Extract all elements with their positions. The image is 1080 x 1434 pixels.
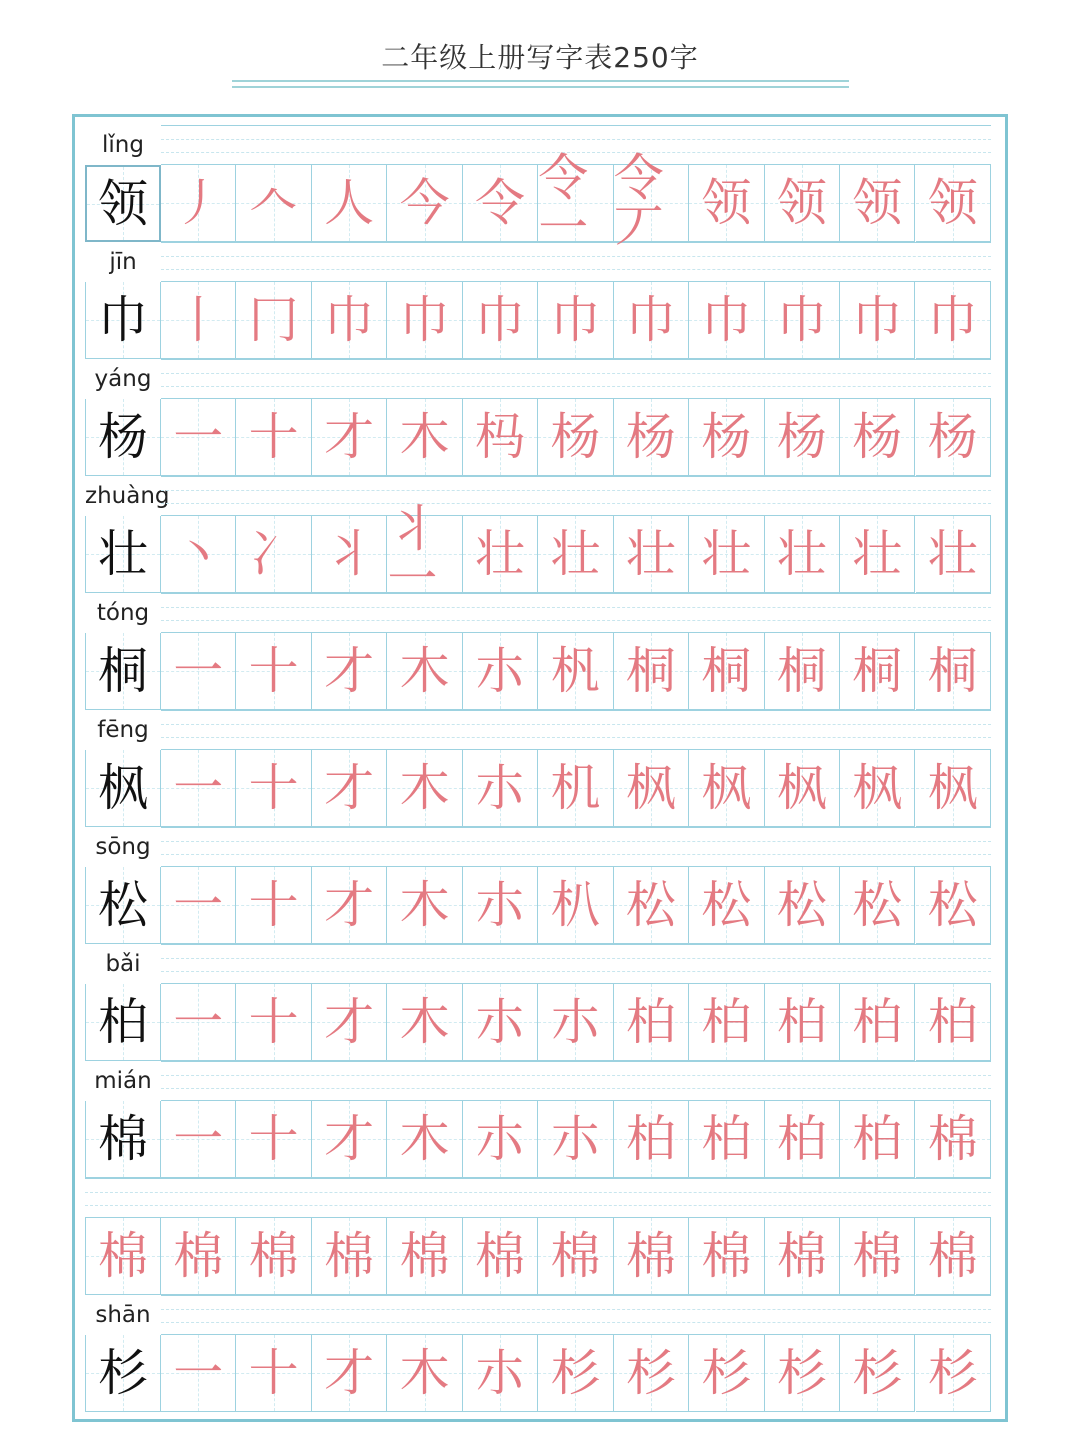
stroke-step-character: 丿 (173, 174, 224, 232)
stroke-order-cell (236, 984, 311, 1061)
stroke-step-character: 棉 (399, 1227, 450, 1285)
stroke-order-cell (840, 750, 915, 827)
stroke-order-cell (689, 984, 764, 1061)
stroke-step-character: 朩 (550, 993, 601, 1051)
stroke-order-cell (916, 1335, 991, 1412)
stroke-step-character: 杉 (625, 1344, 676, 1402)
stroke-order-cell (689, 1335, 764, 1412)
stroke-order-cell (538, 399, 613, 476)
stroke-order-cell (312, 1101, 387, 1178)
stroke-order-cell (840, 282, 915, 359)
stroke-order-cell (387, 165, 462, 242)
stroke-order-cell (387, 867, 462, 944)
stroke-order-cell (916, 633, 991, 710)
stroke-step-character: 巾 (776, 291, 827, 349)
stroke-step-character: 杨 (625, 408, 676, 466)
stroke-step-character: 桐 (776, 642, 827, 700)
stroke-step-character: 枫 (927, 759, 978, 817)
stroke-step-character: 壮 (475, 525, 526, 583)
stroke-order-cell (840, 1218, 915, 1295)
stroke-order-cell (161, 282, 236, 359)
stroke-step-character: 巾 (701, 291, 752, 349)
stroke-order-cell (614, 750, 689, 827)
stroke-order-cell (463, 750, 538, 827)
stroke-step-character: 杉 (550, 1344, 601, 1402)
stroke-step-character: 十 (248, 993, 299, 1051)
stroke-step-character: 今 (399, 174, 450, 232)
stroke-order-cell (463, 1101, 538, 1178)
character-row (85, 359, 991, 476)
stroke-step-character: 才 (324, 642, 375, 700)
stroke-step-character: 柏 (927, 993, 978, 1051)
model-character-cell (85, 633, 161, 710)
stroke-order-cell (387, 984, 462, 1061)
stroke-order-cell (236, 165, 311, 242)
stroke-step-character: 机 (550, 759, 601, 817)
stroke-step-character: 松 (852, 876, 903, 934)
stroke-step-character: 桐 (852, 642, 903, 700)
stroke-step-character: 朳 (550, 876, 601, 934)
stroke-order-cell (840, 1101, 915, 1178)
stroke-order-cell (161, 750, 236, 827)
stroke-order-cell (689, 867, 764, 944)
stroke-step-character: 丶 (173, 525, 224, 583)
stroke-step-character: 壮 (776, 525, 827, 583)
stroke-step-character: 杩 (475, 408, 526, 466)
stroke-order-cell (236, 633, 311, 710)
stroke-order-cell (236, 516, 311, 593)
stroke-order-cell (538, 516, 613, 593)
stroke-step-character: 才 (324, 1110, 375, 1168)
stroke-step-character: 才 (324, 1344, 375, 1402)
stroke-order-cell (161, 1218, 236, 1295)
model-character: 棉 (98, 1227, 148, 1285)
stroke-order-cell (614, 1335, 689, 1412)
stroke-step-character: 棉 (625, 1227, 676, 1285)
stroke-order-cell (765, 516, 840, 593)
stroke-step-character: 才 (324, 408, 375, 466)
stroke-order-cell (840, 984, 915, 1061)
stroke-order-cell (765, 282, 840, 359)
character-row (85, 125, 991, 257)
stroke-step-character: 杨 (927, 408, 978, 466)
stroke-order-cell (538, 1218, 613, 1295)
stroke-step-character: 木 (399, 1110, 450, 1168)
character-row (85, 1178, 991, 1295)
page-title: 二年级上册写字表250字 (381, 41, 699, 74)
model-character: 柏 (98, 993, 148, 1051)
stroke-order-cell (916, 984, 991, 1061)
model-character-cell (85, 165, 161, 242)
stroke-order-cell (538, 750, 613, 827)
stroke-step-character: 领 (776, 174, 827, 232)
stroke-order-cell (387, 750, 462, 827)
stroke-order-cell (765, 750, 840, 827)
stroke-step-character: 杋 (550, 642, 601, 700)
character-row (85, 476, 991, 608)
stroke-step-character: 木 (399, 876, 450, 934)
stroke-order-cell (387, 1101, 462, 1178)
title-underline (232, 80, 849, 82)
pinyin-label: bǎi (105, 951, 141, 977)
stroke-order-cell (538, 1335, 613, 1412)
stroke-order-cell (463, 399, 538, 476)
pinyin-label: mián (94, 1068, 152, 1094)
stroke-order-cell (916, 282, 991, 359)
stroke-step-character: 才 (324, 993, 375, 1051)
model-character: 杨 (98, 408, 148, 466)
stroke-step-character: 朩 (475, 993, 526, 1051)
pinyin-label: sōng (95, 834, 151, 860)
stroke-step-character: 柏 (776, 1110, 827, 1168)
stroke-step-character: 才 (324, 759, 375, 817)
writing-grid-sheet (72, 114, 1008, 1422)
model-character: 桐 (98, 642, 148, 700)
stroke-order-cell (387, 500, 462, 608)
stroke-step-character: 令丆 (613, 149, 664, 257)
stroke-order-cell (387, 1218, 462, 1295)
stroke-order-cell (463, 1335, 538, 1412)
stroke-step-character: 十 (248, 408, 299, 466)
model-character: 巾 (98, 291, 148, 349)
stroke-order-cell (840, 165, 915, 242)
stroke-step-character: 棉 (475, 1227, 526, 1285)
character-row (85, 1061, 991, 1178)
stroke-order-cell (236, 282, 311, 359)
stroke-step-character: 巾 (927, 291, 978, 349)
stroke-order-cell (387, 399, 462, 476)
stroke-order-cell (765, 867, 840, 944)
stroke-order-cell (312, 867, 387, 944)
model-character-cell (85, 867, 161, 944)
stroke-order-cell (613, 149, 689, 257)
stroke-step-character: 杨 (550, 408, 601, 466)
stroke-step-character: 杨 (852, 408, 903, 466)
stroke-step-character: 巾 (852, 291, 903, 349)
stroke-order-cell (161, 399, 236, 476)
stroke-step-character: 一 (173, 759, 224, 817)
stroke-order-cell (689, 1218, 764, 1295)
stroke-order-cell (614, 867, 689, 944)
stroke-order-cell (312, 399, 387, 476)
character-row (85, 242, 991, 359)
stroke-step-character: 巾 (550, 291, 601, 349)
stroke-step-character: 令 (475, 174, 526, 232)
stroke-order-cell (916, 165, 991, 242)
stroke-step-character: 柏 (701, 993, 752, 1051)
model-character: 棉 (98, 1110, 148, 1168)
stroke-step-character: 十 (248, 1110, 299, 1168)
stroke-step-character: 令一 (538, 149, 589, 257)
stroke-step-character: 十 (248, 1344, 299, 1402)
stroke-step-character: 松 (701, 876, 752, 934)
pinyin-label: tóng (96, 600, 150, 626)
character-row (85, 710, 991, 827)
stroke-step-character: 十 (248, 876, 299, 934)
stroke-step-character: 领 (927, 174, 978, 232)
stroke-step-character: 棉 (550, 1227, 601, 1285)
stroke-step-character: 巾 (324, 291, 375, 349)
stroke-order-cell (916, 867, 991, 944)
stroke-order-cell (312, 165, 387, 242)
character-row (85, 593, 991, 710)
stroke-step-character: 枫 (701, 759, 752, 817)
stroke-step-character: 木 (399, 759, 450, 817)
stroke-step-character: 柏 (852, 993, 903, 1051)
stroke-order-cell (312, 282, 387, 359)
model-character: 壮 (98, 525, 148, 583)
stroke-step-character: 𠆢 (248, 174, 299, 232)
pinyin-label: jīn (109, 249, 137, 275)
model-character-cell (85, 1101, 161, 1178)
stroke-order-cell (916, 516, 991, 593)
stroke-order-cell (614, 516, 689, 593)
pinyin-label: shān (95, 1302, 151, 1328)
stroke-step-character: 木 (399, 1344, 450, 1402)
stroke-step-character: 松 (927, 876, 978, 934)
pinyin-writing-lines (161, 359, 991, 399)
stroke-order-cell (689, 516, 764, 593)
character-row (85, 1295, 991, 1412)
stroke-order-cell (614, 1101, 689, 1178)
stroke-order-cell (765, 1218, 840, 1295)
stroke-order-cell (463, 633, 538, 710)
pinyin-writing-lines (85, 1178, 991, 1218)
stroke-order-cell (463, 1218, 538, 1295)
stroke-step-character: 壮 (701, 525, 752, 583)
stroke-step-character: 领 (701, 174, 752, 232)
stroke-order-cell (236, 1101, 311, 1178)
model-character-cell (85, 282, 161, 359)
stroke-order-cell (614, 282, 689, 359)
stroke-step-character: 柏 (776, 993, 827, 1051)
stroke-order-cell (463, 282, 538, 359)
model-character-cell (85, 984, 161, 1061)
stroke-order-cell (840, 633, 915, 710)
stroke-step-character: 领 (852, 174, 903, 232)
stroke-order-cell (765, 399, 840, 476)
stroke-order-cell (312, 750, 387, 827)
stroke-step-character: 柏 (701, 1110, 752, 1168)
stroke-order-cell (840, 516, 915, 593)
stroke-step-character: 十 (248, 759, 299, 817)
stroke-order-cell (538, 633, 613, 710)
stroke-order-cell (236, 750, 311, 827)
pinyin-label: zhuàng (85, 483, 170, 509)
stroke-step-character: 松 (776, 876, 827, 934)
stroke-step-character: 松 (625, 876, 676, 934)
stroke-order-cell (765, 633, 840, 710)
model-character: 杉 (98, 1344, 148, 1402)
stroke-step-character: 人 (324, 174, 375, 232)
pinyin-writing-lines (161, 1061, 991, 1101)
pinyin-writing-lines (161, 710, 991, 750)
stroke-order-cell (765, 165, 840, 242)
stroke-order-cell (689, 1101, 764, 1178)
stroke-step-character: 一 (173, 1110, 224, 1168)
stroke-step-character: 杉 (852, 1344, 903, 1402)
stroke-order-cell (614, 984, 689, 1061)
stroke-order-cell (387, 633, 462, 710)
stroke-step-character: 一 (173, 408, 224, 466)
stroke-order-cell (765, 1335, 840, 1412)
stroke-order-cell (689, 165, 764, 242)
model-character: 领 (98, 174, 148, 233)
stroke-order-cell (312, 984, 387, 1061)
stroke-step-character: 棉 (927, 1110, 978, 1168)
pinyin-writing-lines (161, 593, 991, 633)
pinyin-label: yáng (94, 366, 152, 392)
stroke-order-cell (614, 633, 689, 710)
pinyin-writing-lines (161, 827, 991, 867)
stroke-step-character: 朩 (475, 876, 526, 934)
stroke-step-character: 朩 (550, 1110, 601, 1168)
stroke-step-character: 壮 (625, 525, 676, 583)
stroke-order-cell (161, 867, 236, 944)
stroke-order-cell (614, 399, 689, 476)
stroke-step-character: 棉 (324, 1227, 375, 1285)
stroke-step-character: 朩 (475, 1110, 526, 1168)
stroke-step-character: 一 (173, 1344, 224, 1402)
stroke-order-cell (689, 750, 764, 827)
stroke-order-cell (236, 399, 311, 476)
stroke-order-cell (689, 282, 764, 359)
stroke-step-character: 木 (399, 408, 450, 466)
stroke-order-cell (765, 984, 840, 1061)
stroke-order-cell (463, 516, 538, 593)
stroke-step-character: 一 (173, 642, 224, 700)
model-character-cell (85, 516, 161, 593)
pinyin-label: lǐng (102, 132, 144, 158)
stroke-step-character: 丨 (173, 291, 224, 349)
stroke-order-cell (161, 516, 236, 593)
stroke-step-character: 桐 (625, 642, 676, 700)
model-character-cell (85, 1335, 161, 1412)
stroke-step-character: 朩 (475, 1344, 526, 1402)
model-character: 松 (98, 876, 148, 934)
stroke-order-cell (161, 1101, 236, 1178)
stroke-order-cell (463, 984, 538, 1061)
stroke-step-character: 巾 (475, 291, 526, 349)
stroke-order-cell (538, 149, 613, 257)
stroke-step-character: 木 (399, 642, 450, 700)
stroke-step-character: 杨 (776, 408, 827, 466)
stroke-order-cell (538, 1101, 613, 1178)
stroke-order-cell (840, 399, 915, 476)
stroke-order-cell (312, 1335, 387, 1412)
stroke-step-character: 丬 (324, 525, 375, 583)
stroke-step-character: 桐 (927, 642, 978, 700)
stroke-step-character: 壮 (550, 525, 601, 583)
stroke-step-character: 十 (248, 642, 299, 700)
stroke-order-cell (840, 1335, 915, 1412)
character-row (85, 827, 991, 944)
stroke-order-cell (387, 282, 462, 359)
model-character-cell (85, 1218, 161, 1295)
stroke-step-character: 棉 (852, 1227, 903, 1285)
stroke-step-character: 棉 (248, 1227, 299, 1285)
stroke-step-character: 朩 (475, 642, 526, 700)
stroke-order-cell (236, 1218, 311, 1295)
stroke-order-cell (312, 516, 387, 593)
stroke-step-character: 棉 (776, 1227, 827, 1285)
stroke-order-cell (161, 984, 236, 1061)
stroke-order-cell (614, 1218, 689, 1295)
stroke-order-cell (538, 282, 613, 359)
stroke-step-character: 杨 (701, 408, 752, 466)
model-character: 枫 (98, 759, 148, 817)
stroke-step-character: 棉 (173, 1227, 224, 1285)
stroke-order-cell (463, 165, 538, 242)
title-underline-second (232, 86, 849, 88)
stroke-order-cell (916, 750, 991, 827)
stroke-step-character: 枫 (776, 759, 827, 817)
stroke-step-character: 才 (324, 876, 375, 934)
stroke-step-character: 一 (173, 876, 224, 934)
stroke-order-cell (916, 399, 991, 476)
character-row (85, 944, 991, 1061)
stroke-order-cell (312, 1218, 387, 1295)
stroke-step-character: 枫 (625, 759, 676, 817)
stroke-order-cell (840, 867, 915, 944)
stroke-step-character: 冂 (248, 291, 299, 349)
stroke-step-character: 桐 (701, 642, 752, 700)
stroke-step-character: 棉 (701, 1227, 752, 1285)
stroke-order-cell (161, 165, 236, 242)
stroke-step-character: 杉 (927, 1344, 978, 1402)
stroke-step-character: 枫 (852, 759, 903, 817)
stroke-order-cell (916, 1101, 991, 1178)
stroke-order-cell (689, 633, 764, 710)
stroke-step-character: 巾 (625, 291, 676, 349)
pinyin-writing-lines (161, 944, 991, 984)
stroke-step-character: 柏 (852, 1110, 903, 1168)
pinyin-writing-lines (161, 1295, 991, 1335)
stroke-step-character: 柏 (625, 993, 676, 1051)
stroke-order-cell (765, 1101, 840, 1178)
stroke-order-cell (236, 867, 311, 944)
stroke-order-cell (689, 399, 764, 476)
stroke-step-character: 壮 (927, 525, 978, 583)
stroke-order-cell (236, 1335, 311, 1412)
stroke-order-cell (161, 633, 236, 710)
stroke-order-cell (916, 1218, 991, 1295)
stroke-step-character: 柏 (625, 1110, 676, 1168)
stroke-step-character: 杉 (776, 1344, 827, 1402)
stroke-step-character: 丬一 (387, 500, 438, 608)
stroke-step-character: 一 (173, 993, 224, 1051)
stroke-order-cell (538, 984, 613, 1061)
stroke-step-character: 棉 (927, 1227, 978, 1285)
stroke-order-cell (538, 867, 613, 944)
stroke-step-character: 壮 (852, 525, 903, 583)
model-character-cell (85, 750, 161, 827)
stroke-step-character: 木 (399, 993, 450, 1051)
stroke-step-character: 杉 (701, 1344, 752, 1402)
stroke-order-cell (312, 633, 387, 710)
stroke-order-cell (161, 1335, 236, 1412)
stroke-step-character: 朩 (475, 759, 526, 817)
stroke-step-character: 巾 (399, 291, 450, 349)
stroke-order-cell (387, 1335, 462, 1412)
model-character-cell (85, 399, 161, 476)
pinyin-label: fēng (97, 717, 149, 743)
pinyin-writing-lines (161, 476, 991, 516)
stroke-order-cell (463, 867, 538, 944)
stroke-step-character: 冫 (248, 525, 299, 583)
